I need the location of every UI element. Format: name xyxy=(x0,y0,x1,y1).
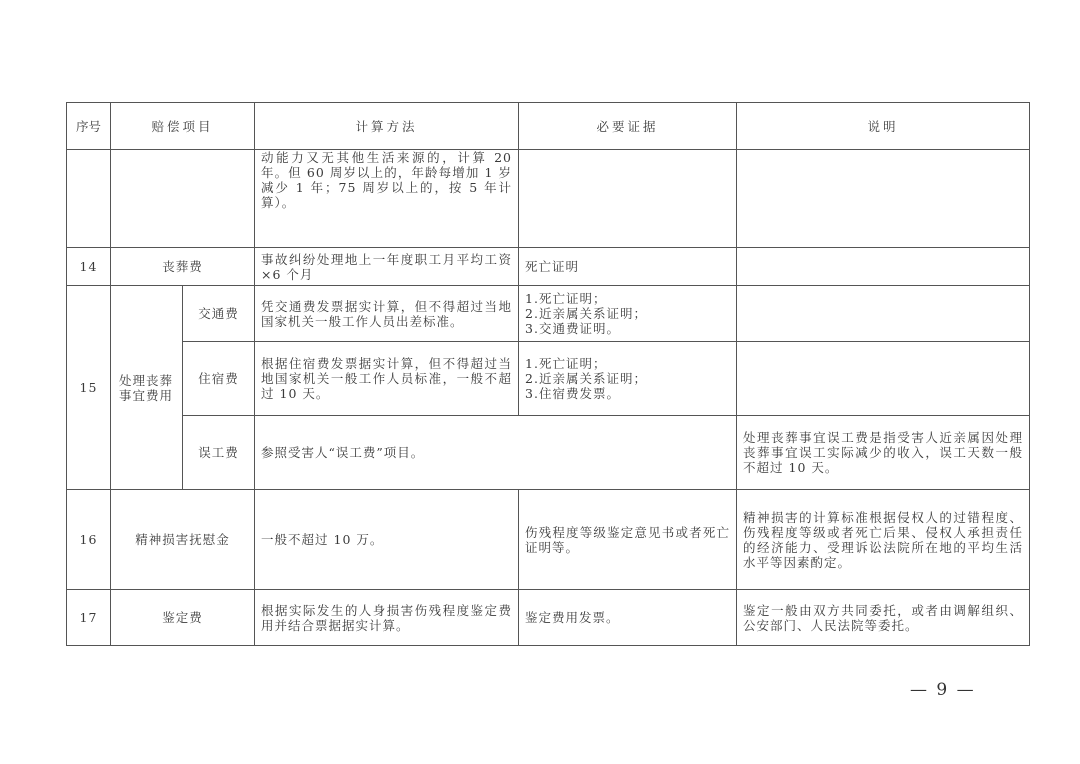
cell-no xyxy=(67,150,111,248)
cell-no: 17 xyxy=(67,590,111,646)
table-row-15-lostwork xyxy=(67,416,1030,490)
cell-method: 事故纠纷处理地上一年度职工月平均工资×6 个月 xyxy=(255,248,519,286)
page-number: — 9 — xyxy=(910,680,976,700)
cell-item: 精神损害抚慰金 xyxy=(111,490,255,590)
table-header-row xyxy=(67,103,1030,150)
cell-note: 处理丧葬事宜误工费是指受害人近亲属因处理丧葬事宜误工实际减少的收入，误工天数一般不超过 10 天。 xyxy=(737,416,1030,490)
cell-no: 14 xyxy=(67,248,111,286)
cell-method: 根据实际发生的人身损害伤残程度鉴定费用并结合票据据实计算。 xyxy=(255,590,519,646)
cell-group: 处理丧葬事宜费用 xyxy=(111,286,183,490)
cell-evidence: 1.死亡证明； 2.近亲属关系证明； 3.住宿费发票。 xyxy=(519,342,737,416)
table-row-14 xyxy=(67,248,1030,286)
header-item: 赔偿项目 xyxy=(111,103,255,150)
cell-evidence: 伤残程度等级鉴定意见书或者死亡证明等。 xyxy=(519,490,737,590)
table-row-15-lodging xyxy=(67,342,1030,416)
cell-subitem: 误工费 xyxy=(183,416,255,490)
cell-subitem: 住宿费 xyxy=(183,342,255,416)
cell-method: 凭交通费发票据实计算，但不得超过当地国家机关一般工作人员出差标准。 xyxy=(255,286,519,342)
cell-note xyxy=(737,248,1030,286)
cell-method: 根据住宿费发票据实计算，但不得超过当地国家机关一般工作人员标准，一般不超过 10 天。 xyxy=(255,342,519,416)
cell-item: 丧葬费 xyxy=(111,248,255,286)
compensation-table xyxy=(66,102,1030,646)
cell-evidence xyxy=(519,150,737,248)
cell-evidence: 死亡证明 xyxy=(519,248,737,286)
cell-note xyxy=(737,342,1030,416)
header-method: 计算方法 xyxy=(255,103,519,150)
cell-note xyxy=(737,150,1030,248)
cell-subitem: 交通费 xyxy=(183,286,255,342)
table-row-17 xyxy=(67,590,1030,646)
cell-method: 动能力又无其他生活来源的，计算 20 年。但 60 周岁以上的，年龄每增加 1 岁减少 1 年；75 周岁以上的，按 5 年计算）。 xyxy=(255,150,519,248)
header-note: 说明 xyxy=(737,103,1030,150)
table-row-continued xyxy=(67,150,1030,248)
cell-method: 参照受害人“误工费”项目。 xyxy=(255,416,737,490)
cell-item xyxy=(111,150,255,248)
table-row-15-transport xyxy=(67,286,1030,342)
cell-note: 鉴定一般由双方共同委托，或者由调解组织、公安部门、人民法院等委托。 xyxy=(737,590,1030,646)
cell-note xyxy=(737,286,1030,342)
cell-method: 一般不超过 10 万。 xyxy=(255,490,519,590)
cell-evidence: 1.死亡证明； 2.近亲属关系证明； 3.交通费证明。 xyxy=(519,286,737,342)
header-no: 序号 xyxy=(67,103,111,150)
cell-note: 精神损害的计算标准根据侵权人的过错程度、伤残程度等级或者死亡后果、侵权人承担责任的经济能力、受理诉讼法院所在地的平均生活水平等因素酌定。 xyxy=(737,490,1030,590)
table-row-16 xyxy=(67,490,1030,590)
header-evidence: 必要证据 xyxy=(519,103,737,150)
cell-evidence: 鉴定费用发票。 xyxy=(519,590,737,646)
cell-no: 15 xyxy=(67,286,111,490)
cell-no: 16 xyxy=(67,490,111,590)
cell-item: 鉴定费 xyxy=(111,590,255,646)
